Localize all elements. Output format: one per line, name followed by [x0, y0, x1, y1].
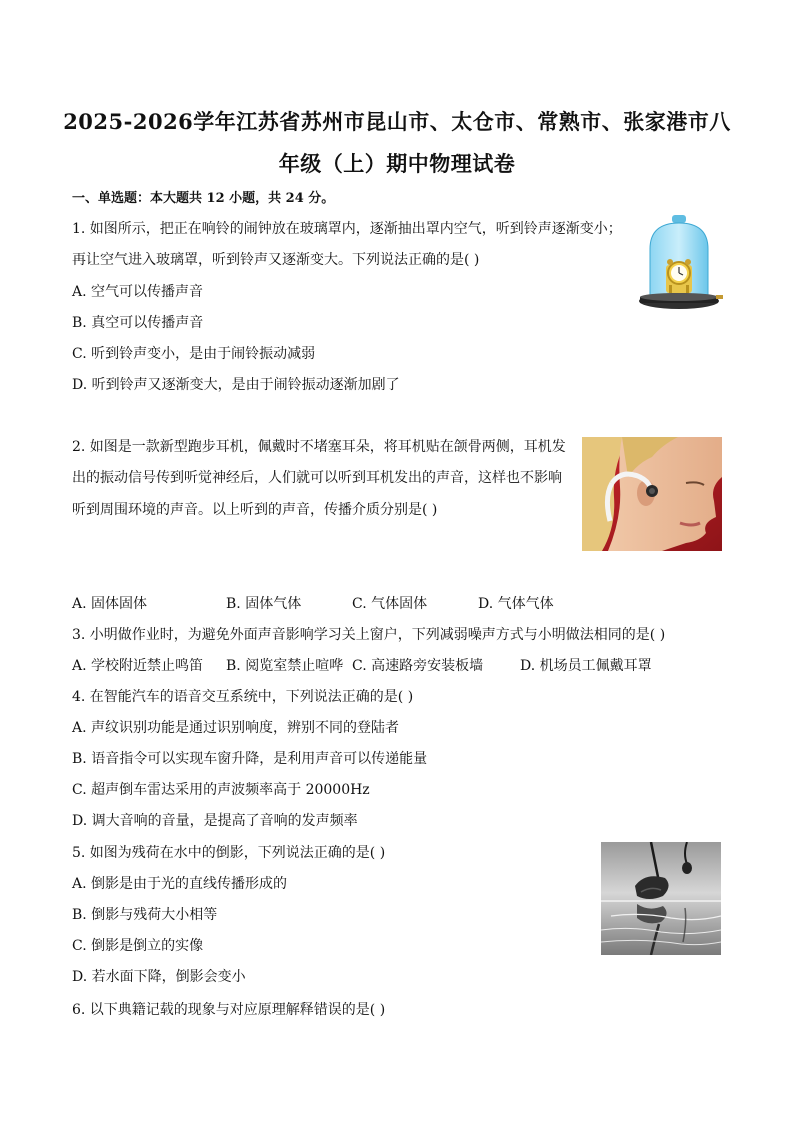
q2-option-c: C. 气体固体 — [352, 596, 428, 612]
q3-option-a: A. 学校附近禁止鸣笛 — [72, 658, 204, 674]
q4-option-b: B. 语音指令可以实现车窗升降，是利用声音可以传递能量 — [72, 751, 428, 767]
q4-stem: 4. 在智能汽车的语音交互系统中，下列说法正确的是( ) — [72, 689, 414, 705]
q2-stem-line1: 2. 如图是一款新型跑步耳机，佩戴时不堵塞耳朵，将耳机贴在颌骨两侧，耳机发 — [72, 439, 566, 455]
q1-option-b: B. 真空可以传播声音 — [72, 315, 204, 331]
q4-option-c: C. 超声倒车雷达采用的声波频率高于 20000Hz — [72, 782, 370, 798]
section-heading: 一、单选题：本大题共 12 小题，共 24 分。 — [72, 191, 335, 206]
exam-title-line2: 年级（上）期中物理试卷 — [278, 151, 516, 176]
bell-jar-figure — [636, 213, 724, 315]
q4-option-a: A. 声纹识别功能是通过识别响度，辨别不同的登陆者 — [72, 720, 400, 736]
q1-option-c: C. 听到铃声变小，是由于闹铃振动减弱 — [72, 346, 316, 362]
q2-option-b: B. 固体气体 — [226, 596, 302, 612]
q4-option-d: D. 调大音响的音量，是提高了音响的发声频率 — [72, 813, 358, 829]
q5-option-d: D. 若水面下降，倒影会变小 — [72, 969, 246, 985]
q2-option-d: D. 气体气体 — [478, 596, 554, 612]
exam-title-line1: 2025-2026学年江苏省苏州市昆山市、太仓市、常熟市、张家港市八 — [63, 109, 731, 134]
q6-stem: 6. 以下典籍记载的现象与对应原理解释错误的是( ) — [72, 1002, 386, 1018]
q5-option-a: A. 倒影是由于光的直线传播形成的 — [72, 876, 288, 892]
q5-option-c: C. 倒影是倒立的实像 — [72, 938, 204, 954]
headphone-photo — [582, 437, 722, 551]
q3-options-row — [72, 655, 692, 675]
q3-stem: 3. 小明做作业时，为避免外面声音影响学习关上窗户，下列减弱噪声方式与小明做法相同的是( ) — [72, 627, 666, 643]
q3-option-c: C. 高速路旁安装板墙 — [352, 658, 484, 674]
q1-option-d: D. 听到铃声又逐渐变大，是由于闹铃振动逐渐加剧了 — [72, 377, 400, 393]
q1-stem-line2: 再让空气进入玻璃罩，听到铃声又逐渐变大。下列说法正确的是( ) — [72, 252, 480, 268]
q2-stem-line3: 听到周围环境的声音。以上听到的声音，传播介质分别是( ) — [72, 502, 438, 518]
q3-option-d: D. 机场员工佩戴耳罩 — [520, 658, 652, 674]
lotus-reflection-photo — [601, 842, 721, 955]
q2-stem-line2: 出的振动信号传到听觉神经后，人们就可以听到耳机发出的声音，这样也不影响 — [72, 470, 562, 486]
q2-options-row — [72, 593, 672, 613]
q2-option-a: A. 固体固体 — [72, 596, 148, 612]
q5-stem: 5. 如图为残荷在水中的倒影，下列说法正确的是( ) — [72, 845, 386, 861]
q5-option-b: B. 倒影与残荷大小相等 — [72, 907, 218, 923]
q1-stem-line1: 1. 如图所示，把正在响铃的闹钟放在玻璃罩内，逐渐抽出罩内空气，听到铃声逐渐变小； — [72, 221, 622, 237]
q1-option-a: A. 空气可以传播声音 — [72, 284, 204, 300]
q3-option-b: B. 阅览室禁止喧哗 — [226, 658, 344, 674]
